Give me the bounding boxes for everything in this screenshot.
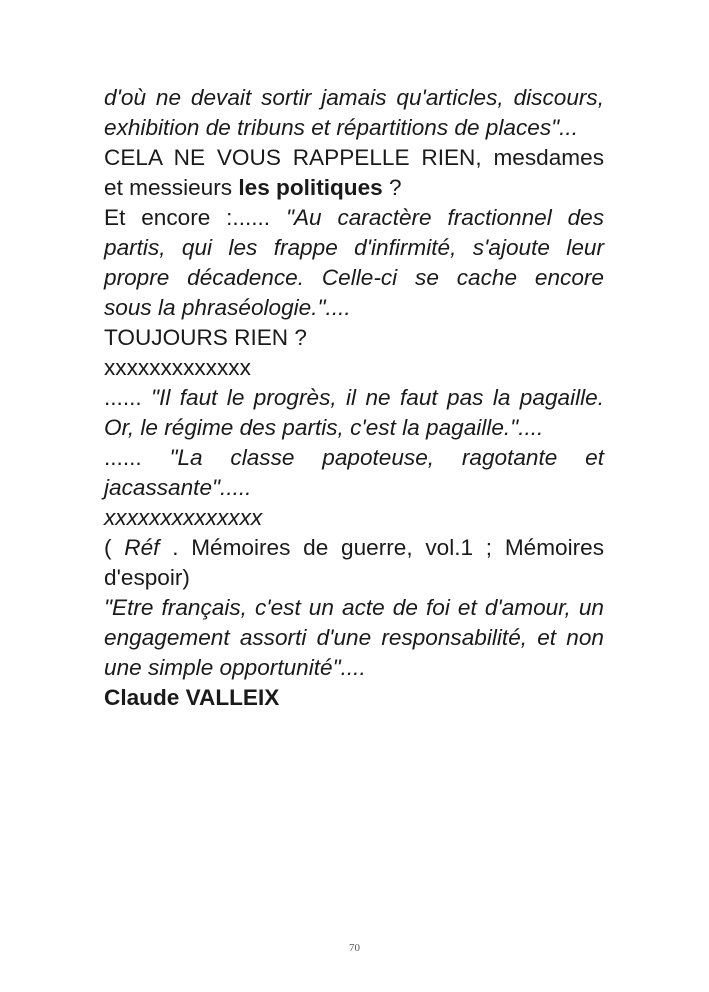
text-run: Et encore :......	[104, 205, 286, 230]
text-line: "Etre français, c'est un acte de foi et d'amour, un	[104, 595, 604, 620]
author-signature: Claude VALLEIX	[104, 685, 280, 710]
text-line: d'où ne devait sortir jamais qu'articles, discours,	[104, 85, 604, 110]
page-number: 70	[349, 942, 360, 954]
text-run: . Mémoires de guerre, vol.1 ; Mémoires	[159, 535, 605, 560]
text-line	[104, 443, 604, 473]
text-line: Or, le régime des partis, c'est la pagaille."....	[104, 415, 544, 440]
text-line: CELA NE VOUS RAPPELLE RIEN, mesdames	[104, 145, 604, 170]
text-line	[104, 173, 604, 203]
text-run: ......	[104, 385, 152, 410]
text-line	[104, 533, 604, 563]
bold-phrase: les politiques	[238, 175, 383, 200]
text-line: sous la phraséologie."....	[104, 295, 351, 320]
text-line: partis, qui les frappe d'infirmité, s'ajoute leur	[104, 235, 604, 260]
document-body	[104, 83, 604, 713]
reference-abbrev: Réf	[124, 535, 160, 560]
text-line: une simple opportunité"....	[104, 655, 366, 680]
text-run: ?	[382, 175, 402, 200]
quote-run: "La classe papoteuse, ragotante et	[169, 445, 604, 470]
text-line: jacassante".....	[104, 475, 252, 500]
text-line: exhibition de tribuns et répartitions de places"...	[104, 115, 578, 140]
quote-run: "Il faut le progrès, il ne faut pas la pagaille.	[151, 385, 604, 410]
quote-run: "Au caractère fractionnel des	[285, 205, 605, 230]
text-line	[104, 203, 604, 233]
text-line	[104, 383, 604, 413]
text-line: TOUJOURS RIEN ?	[104, 325, 307, 350]
separator-line: xxxxxxxxxxxxx	[104, 355, 251, 380]
text-line: engagement assorti d'une responsabilité, et non	[104, 625, 604, 650]
text-run: (	[104, 535, 125, 560]
text-line: d'espoir)	[104, 565, 190, 590]
text-line: propre décadence. Celle-ci se cache encore	[104, 265, 604, 290]
text-run: ......	[104, 445, 170, 470]
separator-line: xxxxxxxxxxxxxx	[104, 505, 263, 530]
text-run: et messieurs	[104, 175, 239, 200]
